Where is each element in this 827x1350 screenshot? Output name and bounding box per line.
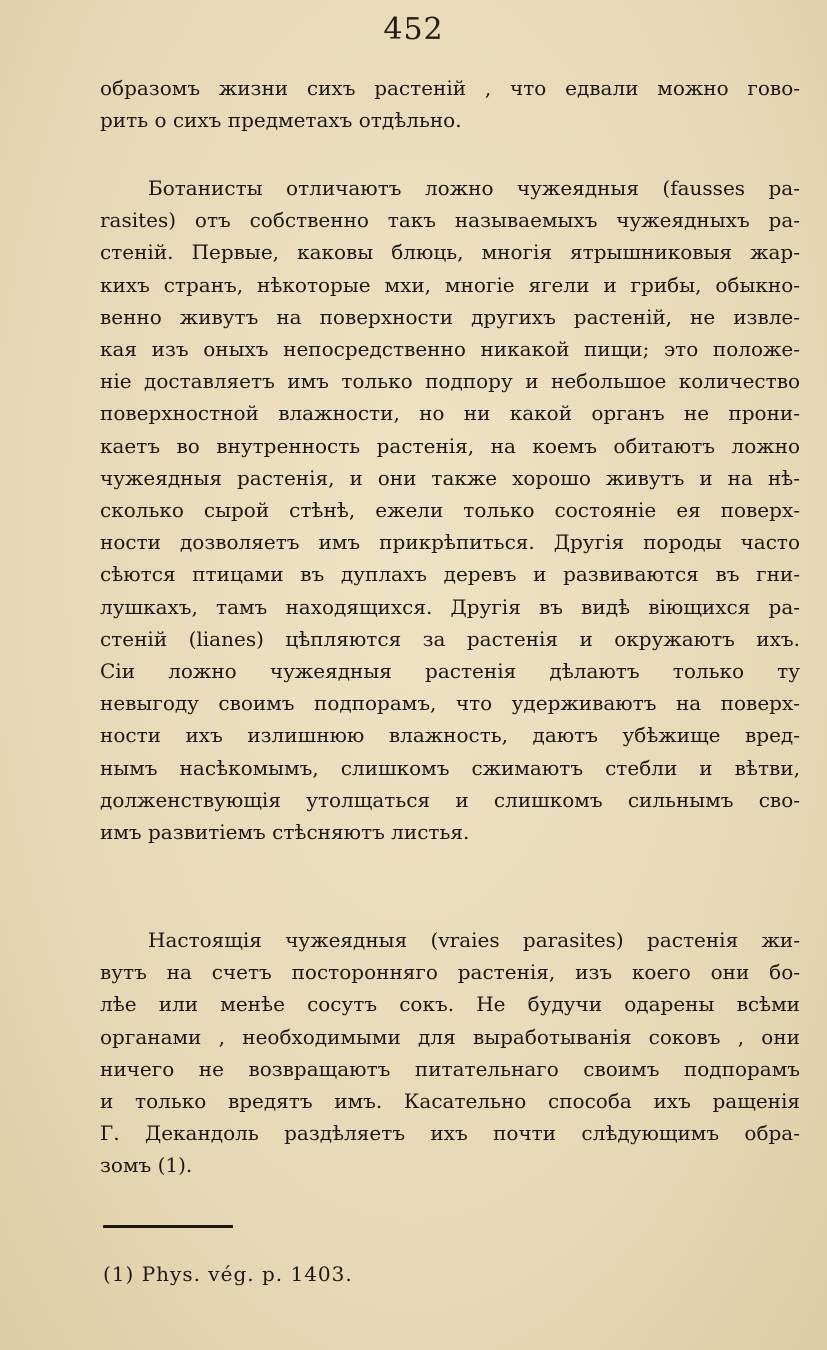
text-line: лушкахъ, тамъ находящихся. Другія въ видѣ віющихся ра-	[100, 594, 800, 619]
text-line: невыгоду своимъ подпорамъ, что удерживаютъ на поверх-	[100, 691, 800, 716]
text-line: органами , необходимыми для выработыванія соковъ , они	[100, 1024, 800, 1049]
text-line: образомъ жизни сихъ растеній , что едвали можно гово-	[100, 76, 800, 100]
text-line: лѣе или менѣе сосутъ сокъ. Не будучи одарены всѣми	[100, 992, 800, 1017]
text-line: Г. Декандоль раздѣляетъ ихъ почти слѣдующимъ обра-	[100, 1121, 800, 1146]
text-line: долженствующія утолщаться и слишкомъ сильнымъ сво-	[100, 787, 800, 812]
text-line: нымъ насѣкомымъ, слишкомъ сжимаютъ стебли и вѣтви,	[100, 755, 800, 780]
text-line: зомъ (1).	[100, 1153, 193, 1178]
footnote: (1) Phys. vég. p. 1403.	[103, 1262, 353, 1286]
text-line: рить о сихъ предметахъ отдѣльно.	[100, 108, 462, 133]
page-number: 452	[383, 12, 444, 47]
text-line: ничего не возвращаютъ питательнаго своимъ подпорамъ	[100, 1056, 800, 1081]
text-line: Сіи ложно чужеядныя растенія дѣлаютъ только ту	[100, 659, 800, 684]
paragraph-continuation	[100, 72, 800, 136]
text-line: и только вредятъ имъ. Касательно способа ихъ ращенія	[100, 1089, 800, 1114]
text-line: ности дозволяетъ имъ прикрѣпиться. Другія породы часто	[100, 530, 800, 555]
text-line: имъ развитіемъ стѣсняютъ листья.	[100, 820, 470, 845]
text-line: Ботанисты отличаютъ ложно чужеядныя (fausses pa-	[148, 176, 800, 200]
text-line: вутъ на счетъ посторонняго растенія, изъ коего они бо-	[100, 960, 800, 985]
text-line: сколько сырой стѣнѣ, ежели только состояніе ея поверх-	[100, 498, 800, 523]
text-line: кая изъ оныхъ непосредственно никакой пищи; это положе-	[100, 337, 800, 362]
text-line: ности ихъ излишнюю влажность, даютъ убѣжище вред-	[100, 723, 800, 748]
text-line: сѣются птицами въ дуплахъ деревъ и развиваются въ гни-	[100, 562, 800, 587]
text-line: чужеядныя растенія, и они также хорошо живутъ и на нѣ-	[100, 465, 800, 490]
paragraph-true-parasites	[100, 924, 800, 1182]
text-line: поверхностной влажности, но ни какой органъ не прони-	[100, 401, 800, 426]
text-line: ніе доставляетъ имъ только подпору и небольшое количество	[100, 369, 800, 394]
text-line: Настоящія чужеядныя (vraies parasites) растенія жи-	[148, 928, 800, 952]
text-line: венно живутъ на поверхности другихъ растеній, не извле-	[100, 304, 800, 329]
text-line: стеній. Первые, каковы блюць, многія ятрышниковыя жар-	[100, 240, 800, 265]
text-line: кихъ странъ, нѣкоторые мхи, многіе ягели и грибы, обыкно-	[100, 272, 800, 297]
paragraph-false-parasites	[100, 172, 800, 848]
text-line: каетъ во внутренность растенія, на коемъ обитаютъ ложно	[100, 433, 800, 458]
footnote-rule	[103, 1225, 233, 1228]
text-line: rasites) отъ собственно такъ называемыхъ чужеядныхъ ра-	[100, 208, 800, 233]
text-line: стеній (lianes) цѣпляются за растенія и окружаютъ ихъ.	[100, 626, 800, 651]
